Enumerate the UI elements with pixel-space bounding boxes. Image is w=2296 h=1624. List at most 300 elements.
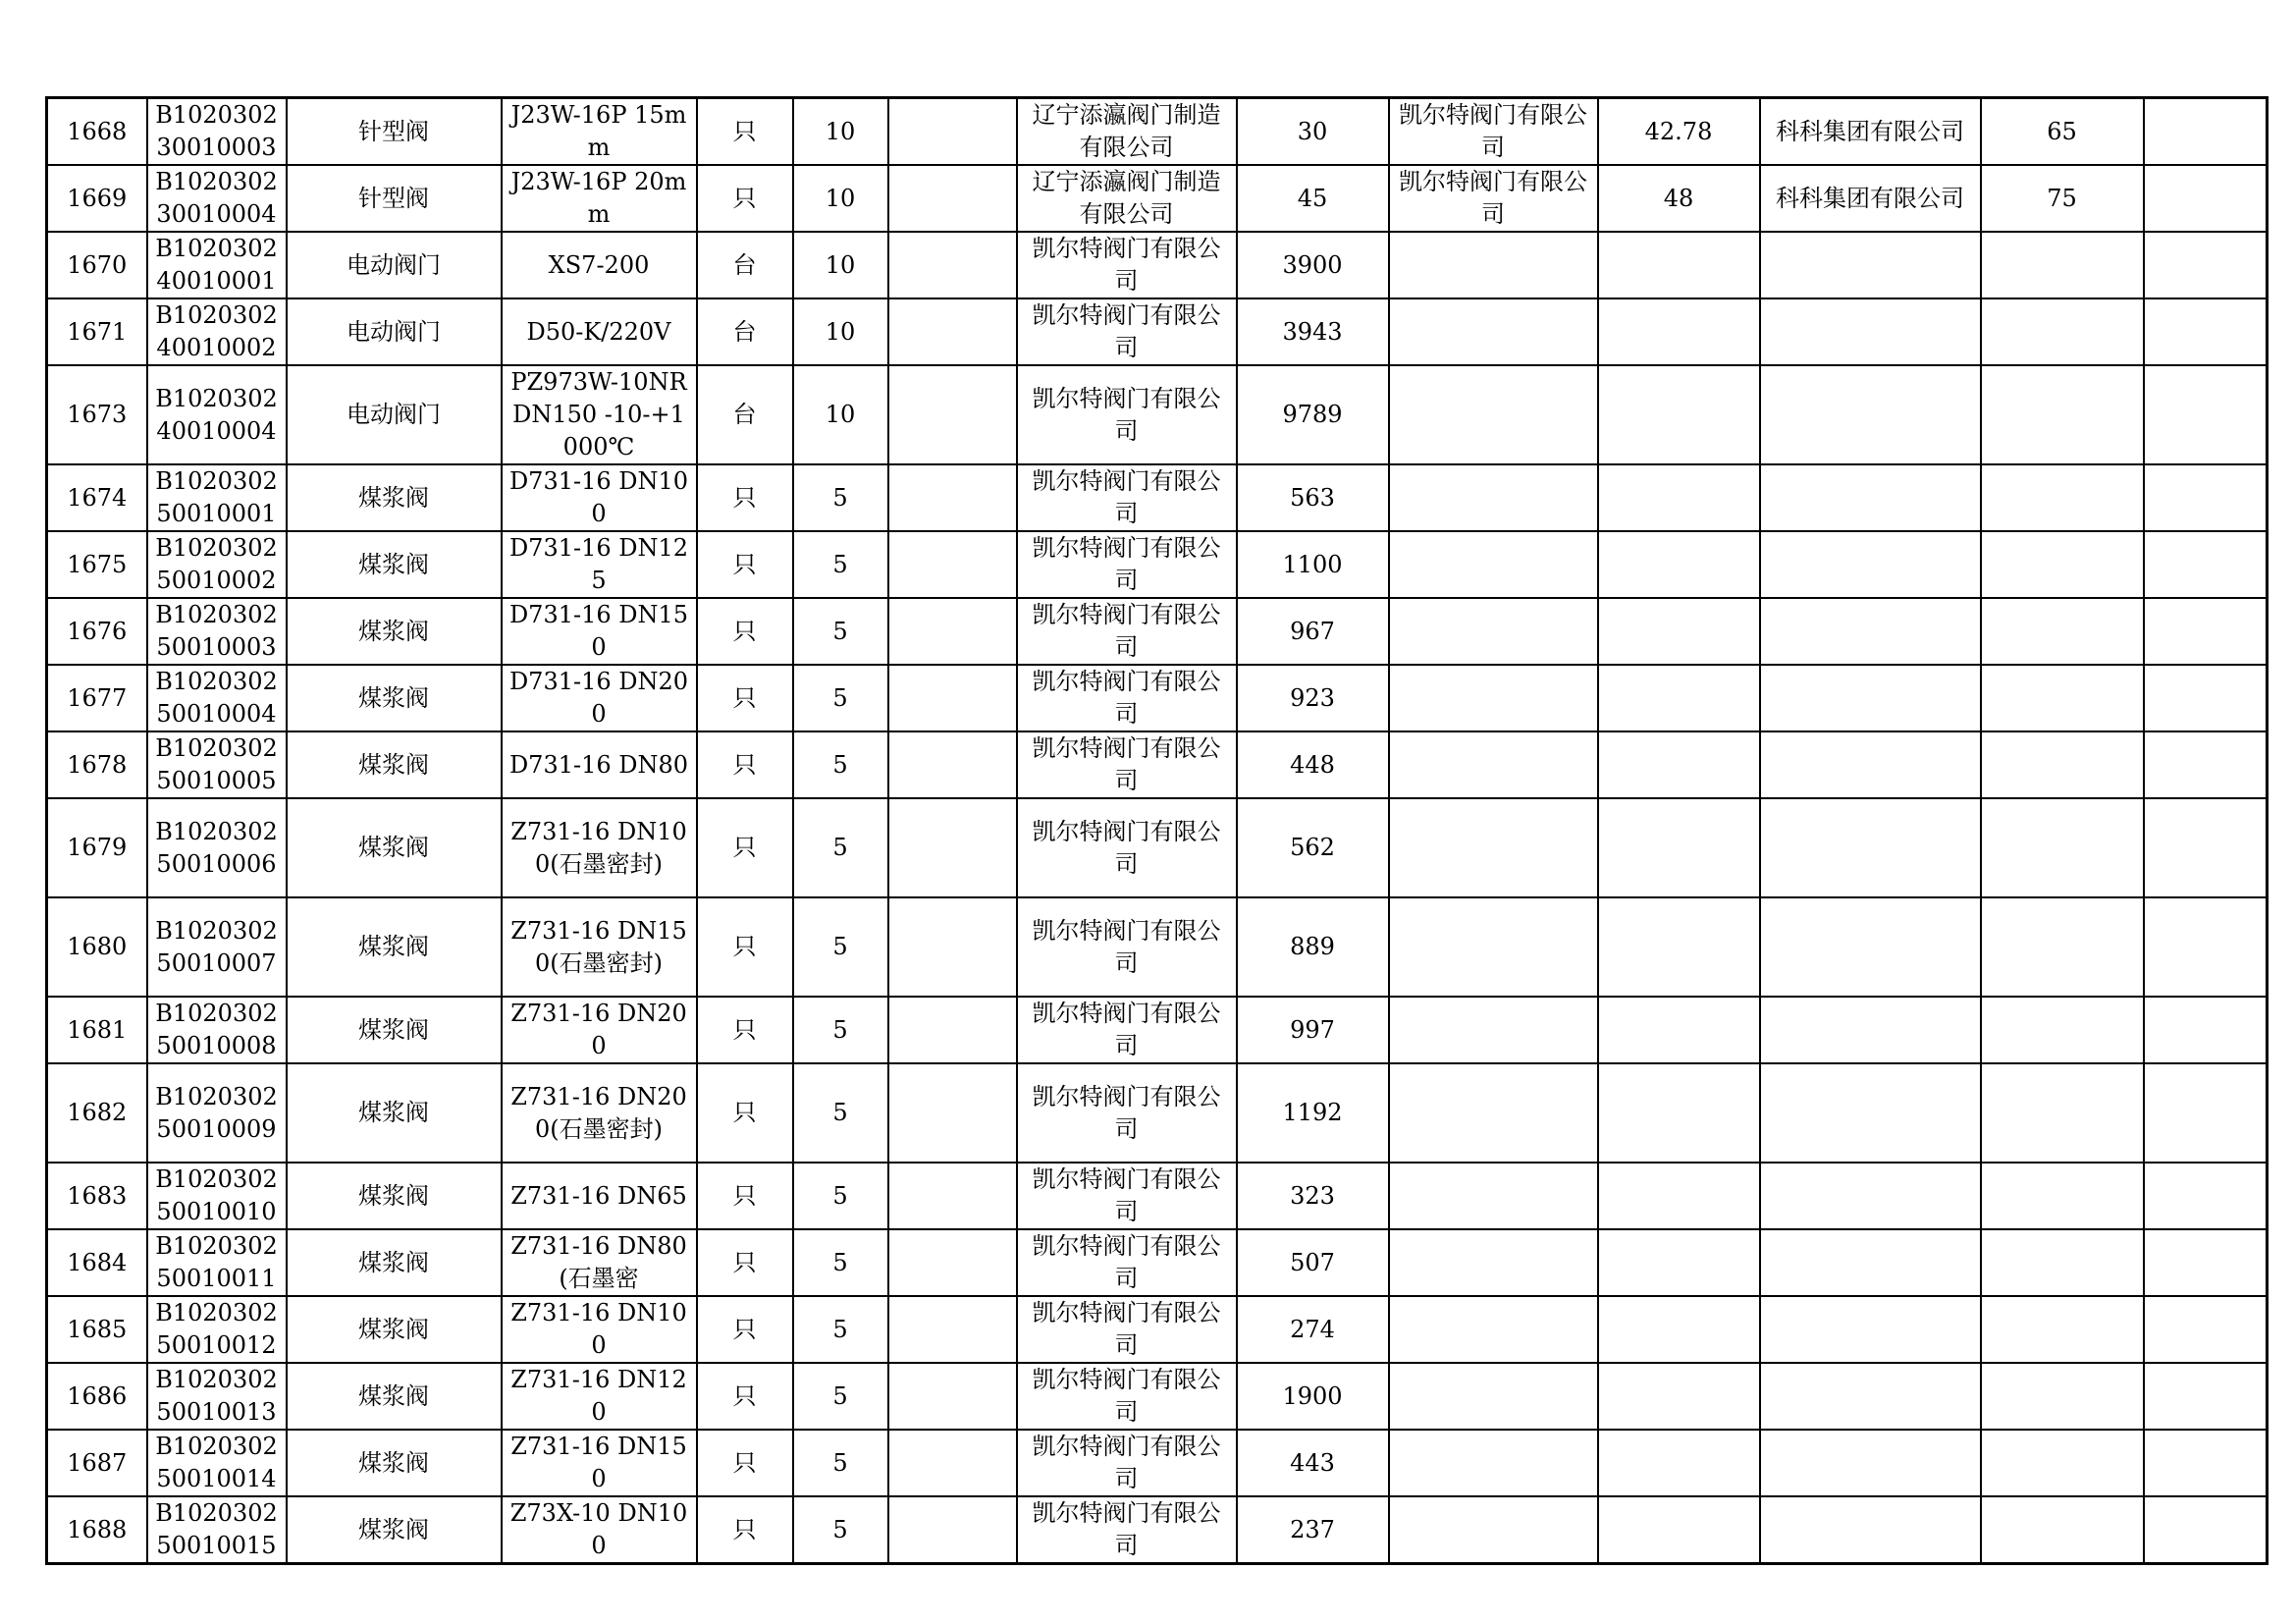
price-1: 1100 [1237, 531, 1389, 598]
supplier-1: 凯尔特阀门有限公司 [1017, 997, 1237, 1063]
blank-cell [888, 98, 1017, 166]
supplier-1: 凯尔特阀门有限公司 [1017, 1363, 1237, 1430]
unit: 只 [697, 165, 793, 232]
quantity: 5 [793, 531, 888, 598]
price-2 [1598, 365, 1760, 464]
quotation-table [45, 96, 2269, 1565]
quantity: 5 [793, 665, 888, 731]
unit: 只 [697, 665, 793, 731]
unit: 只 [697, 897, 793, 997]
price-1: 9789 [1237, 365, 1389, 464]
supplier-3 [1760, 1430, 1981, 1496]
quantity: 5 [793, 1296, 888, 1363]
supplier-1: 凯尔特阀门有限公司 [1017, 665, 1237, 731]
supplier-2: 凯尔特阀门有限公司 [1389, 165, 1598, 232]
price-3 [1981, 665, 2144, 731]
supplier-2 [1389, 731, 1598, 798]
supplier-1: 辽宁添瀛阀门制造有限公司 [1017, 165, 1237, 232]
table-row [47, 731, 2268, 798]
price-3 [1981, 1163, 2144, 1229]
blank-cell [888, 298, 1017, 365]
row-number: 1671 [47, 298, 147, 365]
row-number: 1668 [47, 98, 147, 166]
row-number: 1685 [47, 1296, 147, 1363]
extra-cell [2144, 731, 2268, 798]
extra-cell [2144, 798, 2268, 897]
material-code: B102030250010005 [147, 731, 287, 798]
extra-cell [2144, 598, 2268, 665]
extra-cell [2144, 1063, 2268, 1163]
supplier-3: 科科集团有限公司 [1760, 98, 1981, 166]
price-1: 3943 [1237, 298, 1389, 365]
blank-cell [888, 1430, 1017, 1496]
material-name: 煤浆阀 [287, 1296, 502, 1363]
supplier-2 [1389, 798, 1598, 897]
supplier-3: 科科集团有限公司 [1760, 165, 1981, 232]
price-3 [1981, 1296, 2144, 1363]
quantity: 10 [793, 232, 888, 298]
supplier-3 [1760, 1363, 1981, 1430]
row-number: 1687 [47, 1430, 147, 1496]
row-number: 1681 [47, 997, 147, 1063]
supplier-1: 凯尔特阀门有限公司 [1017, 798, 1237, 897]
price-2 [1598, 531, 1760, 598]
unit: 台 [697, 298, 793, 365]
supplier-1: 凯尔特阀门有限公司 [1017, 298, 1237, 365]
row-number: 1673 [47, 365, 147, 464]
material-code: B102030250010014 [147, 1430, 287, 1496]
extra-cell [2144, 298, 2268, 365]
material-code: B102030250010013 [147, 1363, 287, 1430]
supplier-1: 凯尔特阀门有限公司 [1017, 731, 1237, 798]
material-code: B102030250010009 [147, 1063, 287, 1163]
material-name: 煤浆阀 [287, 464, 502, 531]
price-1: 997 [1237, 997, 1389, 1063]
blank-cell [888, 165, 1017, 232]
price-2 [1598, 1430, 1760, 1496]
material-name: 电动阀门 [287, 298, 502, 365]
price-1: 323 [1237, 1163, 1389, 1229]
supplier-2 [1389, 298, 1598, 365]
price-2 [1598, 1229, 1760, 1296]
supplier-3 [1760, 1163, 1981, 1229]
blank-cell [888, 464, 1017, 531]
material-name: 煤浆阀 [287, 731, 502, 798]
table-row [47, 665, 2268, 731]
material-name: 煤浆阀 [287, 1496, 502, 1564]
unit: 只 [697, 1229, 793, 1296]
unit: 只 [697, 798, 793, 897]
price-3 [1981, 731, 2144, 798]
material-name: 煤浆阀 [287, 531, 502, 598]
price-2 [1598, 232, 1760, 298]
material-name: 煤浆阀 [287, 1229, 502, 1296]
price-1: 889 [1237, 897, 1389, 997]
row-number: 1676 [47, 598, 147, 665]
supplier-2 [1389, 665, 1598, 731]
quantity: 5 [793, 798, 888, 897]
material-name: 煤浆阀 [287, 1430, 502, 1496]
price-1: 30 [1237, 98, 1389, 166]
specification: D731-16 DN80 [502, 731, 697, 798]
supplier-2 [1389, 1296, 1598, 1363]
material-code: B102030240010002 [147, 298, 287, 365]
material-code: B102030250010002 [147, 531, 287, 598]
material-code: B102030250010007 [147, 897, 287, 997]
price-3 [1981, 1430, 2144, 1496]
blank-cell [888, 598, 1017, 665]
material-name: 煤浆阀 [287, 1163, 502, 1229]
quantity: 5 [793, 1163, 888, 1229]
price-3 [1981, 365, 2144, 464]
quantity: 5 [793, 464, 888, 531]
supplier-3 [1760, 464, 1981, 531]
supplier-2 [1389, 1063, 1598, 1163]
row-number: 1675 [47, 531, 147, 598]
unit: 只 [697, 997, 793, 1063]
blank-cell [888, 531, 1017, 598]
specification: Z731-16 DN150 [502, 1430, 697, 1496]
supplier-2 [1389, 897, 1598, 997]
supplier-3 [1760, 1229, 1981, 1296]
price-2 [1598, 1296, 1760, 1363]
row-number: 1684 [47, 1229, 147, 1296]
row-number: 1677 [47, 665, 147, 731]
material-name: 煤浆阀 [287, 897, 502, 997]
supplier-2 [1389, 464, 1598, 531]
blank-cell [888, 731, 1017, 798]
price-2 [1598, 598, 1760, 665]
unit: 只 [697, 464, 793, 531]
supplier-1: 凯尔特阀门有限公司 [1017, 1063, 1237, 1163]
supplier-2 [1389, 531, 1598, 598]
specification: J23W-16P 15mm [502, 98, 697, 166]
supplier-3 [1760, 1296, 1981, 1363]
material-code: B102030250010006 [147, 798, 287, 897]
supplier-2 [1389, 1430, 1598, 1496]
price-2 [1598, 997, 1760, 1063]
material-name: 电动阀门 [287, 232, 502, 298]
row-number: 1678 [47, 731, 147, 798]
row-number: 1688 [47, 1496, 147, 1564]
quantity: 5 [793, 1363, 888, 1430]
extra-cell [2144, 997, 2268, 1063]
price-1: 274 [1237, 1296, 1389, 1363]
price-3 [1981, 897, 2144, 997]
table-row [47, 298, 2268, 365]
supplier-2 [1389, 365, 1598, 464]
supplier-3 [1760, 897, 1981, 997]
table-row [47, 1229, 2268, 1296]
specification: Z731-16 DN150(石墨密封) [502, 897, 697, 997]
table-row [47, 598, 2268, 665]
unit: 只 [697, 1163, 793, 1229]
price-3 [1981, 1496, 2144, 1564]
supplier-1: 凯尔特阀门有限公司 [1017, 1229, 1237, 1296]
supplier-1: 凯尔特阀门有限公司 [1017, 1496, 1237, 1564]
quantity: 5 [793, 1063, 888, 1163]
price-2: 48 [1598, 165, 1760, 232]
supplier-1: 凯尔特阀门有限公司 [1017, 1296, 1237, 1363]
supplier-1: 凯尔特阀门有限公司 [1017, 531, 1237, 598]
unit: 只 [697, 1063, 793, 1163]
material-code: B102030250010003 [147, 598, 287, 665]
unit: 台 [697, 232, 793, 298]
material-code: B102030250010011 [147, 1229, 287, 1296]
unit: 只 [697, 598, 793, 665]
quantity: 5 [793, 1496, 888, 1564]
material-name: 煤浆阀 [287, 798, 502, 897]
quantity: 5 [793, 997, 888, 1063]
unit: 台 [697, 365, 793, 464]
supplier-3 [1760, 731, 1981, 798]
supplier-3 [1760, 598, 1981, 665]
extra-cell [2144, 665, 2268, 731]
blank-cell [888, 1163, 1017, 1229]
price-3 [1981, 598, 2144, 665]
specification: Z731-16 DN100 [502, 1296, 697, 1363]
unit: 只 [697, 1296, 793, 1363]
price-2: 42.78 [1598, 98, 1760, 166]
table-row [47, 1163, 2268, 1229]
extra-cell [2144, 98, 2268, 166]
specification: PZ973W-10NR DN150 -10-+1000℃ [502, 365, 697, 464]
extra-cell [2144, 1163, 2268, 1229]
supplier-2 [1389, 1363, 1598, 1430]
row-number: 1680 [47, 897, 147, 997]
unit: 只 [697, 1496, 793, 1564]
supplier-2 [1389, 997, 1598, 1063]
row-number: 1683 [47, 1163, 147, 1229]
extra-cell [2144, 1363, 2268, 1430]
supplier-2 [1389, 232, 1598, 298]
material-name: 煤浆阀 [287, 665, 502, 731]
extra-cell [2144, 232, 2268, 298]
table-row [47, 1363, 2268, 1430]
extra-cell [2144, 1296, 2268, 1363]
extra-cell [2144, 1430, 2268, 1496]
supplier-2 [1389, 1163, 1598, 1229]
material-code: B102030240010004 [147, 365, 287, 464]
price-3 [1981, 464, 2144, 531]
supplier-3 [1760, 997, 1981, 1063]
supplier-1: 辽宁添瀛阀门制造有限公司 [1017, 98, 1237, 166]
material-code: B102030230010003 [147, 98, 287, 166]
price-1: 45 [1237, 165, 1389, 232]
quantity: 10 [793, 165, 888, 232]
price-1: 448 [1237, 731, 1389, 798]
blank-cell [888, 1363, 1017, 1430]
price-2 [1598, 665, 1760, 731]
extra-cell [2144, 1229, 2268, 1296]
material-code: B102030250010004 [147, 665, 287, 731]
specification: D731-16 DN100 [502, 464, 697, 531]
unit: 只 [697, 531, 793, 598]
quantity: 5 [793, 897, 888, 997]
price-3 [1981, 1229, 2144, 1296]
blank-cell [888, 897, 1017, 997]
material-code: B102030250010015 [147, 1496, 287, 1564]
row-number: 1686 [47, 1363, 147, 1430]
blank-cell [888, 1063, 1017, 1163]
price-2 [1598, 1163, 1760, 1229]
supplier-3 [1760, 665, 1981, 731]
table-row [47, 1430, 2268, 1496]
price-2 [1598, 897, 1760, 997]
price-1: 237 [1237, 1496, 1389, 1564]
supplier-3 [1760, 365, 1981, 464]
price-3 [1981, 1063, 2144, 1163]
extra-cell [2144, 464, 2268, 531]
material-code: B102030250010012 [147, 1296, 287, 1363]
blank-cell [888, 798, 1017, 897]
price-1: 923 [1237, 665, 1389, 731]
supplier-3 [1760, 798, 1981, 897]
blank-cell [888, 1229, 1017, 1296]
price-2 [1598, 731, 1760, 798]
supplier-2 [1389, 1496, 1598, 1564]
table-row [47, 897, 2268, 997]
material-name: 煤浆阀 [287, 598, 502, 665]
specification: J23W-16P 20mm [502, 165, 697, 232]
table-row [47, 1496, 2268, 1564]
quantity: 5 [793, 731, 888, 798]
row-number: 1674 [47, 464, 147, 531]
specification: D731-16 DN125 [502, 531, 697, 598]
price-2 [1598, 1496, 1760, 1564]
price-3 [1981, 531, 2144, 598]
unit: 只 [697, 731, 793, 798]
quantity: 10 [793, 98, 888, 166]
material-code: B102030230010004 [147, 165, 287, 232]
specification: XS7-200 [502, 232, 697, 298]
extra-cell [2144, 897, 2268, 997]
row-number: 1669 [47, 165, 147, 232]
table-row [47, 365, 2268, 464]
material-code: B102030240010001 [147, 232, 287, 298]
price-3 [1981, 1363, 2144, 1430]
price-1: 563 [1237, 464, 1389, 531]
table-row [47, 798, 2268, 897]
blank-cell [888, 232, 1017, 298]
row-number: 1679 [47, 798, 147, 897]
row-number: 1682 [47, 1063, 147, 1163]
material-name: 煤浆阀 [287, 997, 502, 1063]
supplier-3 [1760, 1496, 1981, 1564]
quantity: 5 [793, 598, 888, 665]
supplier-3 [1760, 298, 1981, 365]
supplier-2: 凯尔特阀门有限公司 [1389, 98, 1598, 166]
price-2 [1598, 798, 1760, 897]
price-1: 562 [1237, 798, 1389, 897]
price-3 [1981, 997, 2144, 1063]
supplier-3 [1760, 1063, 1981, 1163]
price-3: 65 [1981, 98, 2144, 166]
supplier-2 [1389, 598, 1598, 665]
material-code: B102030250010010 [147, 1163, 287, 1229]
specification: Z731-16 DN200(石墨密封) [502, 1063, 697, 1163]
extra-cell [2144, 531, 2268, 598]
price-2 [1598, 1063, 1760, 1163]
blank-cell [888, 1296, 1017, 1363]
specification: Z73X-10 DN100 [502, 1496, 697, 1564]
quantity: 5 [793, 1229, 888, 1296]
price-1: 1192 [1237, 1063, 1389, 1163]
supplier-3 [1760, 232, 1981, 298]
blank-cell [888, 1496, 1017, 1564]
price-1: 967 [1237, 598, 1389, 665]
supplier-1: 凯尔特阀门有限公司 [1017, 365, 1237, 464]
price-3 [1981, 798, 2144, 897]
supplier-2 [1389, 1229, 1598, 1296]
table-row [47, 1063, 2268, 1163]
row-number: 1670 [47, 232, 147, 298]
supplier-3 [1760, 531, 1981, 598]
material-code: B102030250010001 [147, 464, 287, 531]
price-1: 3900 [1237, 232, 1389, 298]
supplier-1: 凯尔特阀门有限公司 [1017, 1430, 1237, 1496]
supplier-1: 凯尔特阀门有限公司 [1017, 464, 1237, 531]
price-2 [1598, 298, 1760, 365]
price-1: 507 [1237, 1229, 1389, 1296]
extra-cell [2144, 1496, 2268, 1564]
table-row [47, 997, 2268, 1063]
specification: Z731-16 DN200 [502, 997, 697, 1063]
price-2 [1598, 1363, 1760, 1430]
material-name: 针型阀 [287, 165, 502, 232]
specification: Z731-16 DN120 [502, 1363, 697, 1430]
specification: Z731-16 DN65 [502, 1163, 697, 1229]
supplier-1: 凯尔特阀门有限公司 [1017, 1163, 1237, 1229]
table-row [47, 165, 2268, 232]
extra-cell [2144, 165, 2268, 232]
material-code: B102030250010008 [147, 997, 287, 1063]
specification: D731-16 DN150 [502, 598, 697, 665]
table-row [47, 98, 2268, 166]
quantity: 5 [793, 1430, 888, 1496]
material-name: 煤浆阀 [287, 1063, 502, 1163]
quantity: 10 [793, 298, 888, 365]
specification: Z731-16 DN80(石墨密 [502, 1229, 697, 1296]
supplier-1: 凯尔特阀门有限公司 [1017, 897, 1237, 997]
specification: Z731-16 DN100(石墨密封) [502, 798, 697, 897]
extra-cell [2144, 365, 2268, 464]
specification: D731-16 DN200 [502, 665, 697, 731]
table-row [47, 232, 2268, 298]
table-row [47, 531, 2268, 598]
price-3: 75 [1981, 165, 2144, 232]
specification: D50-K/220V [502, 298, 697, 365]
price-1: 1900 [1237, 1363, 1389, 1430]
price-2 [1598, 464, 1760, 531]
price-3 [1981, 298, 2144, 365]
material-name: 针型阀 [287, 98, 502, 166]
unit: 只 [697, 1430, 793, 1496]
table-row [47, 464, 2268, 531]
material-name: 煤浆阀 [287, 1363, 502, 1430]
blank-cell [888, 365, 1017, 464]
unit: 只 [697, 98, 793, 166]
price-3 [1981, 232, 2144, 298]
price-1: 443 [1237, 1430, 1389, 1496]
table-row [47, 1296, 2268, 1363]
quantity: 10 [793, 365, 888, 464]
blank-cell [888, 997, 1017, 1063]
unit: 只 [697, 1363, 793, 1430]
blank-cell [888, 665, 1017, 731]
material-name: 电动阀门 [287, 365, 502, 464]
supplier-1: 凯尔特阀门有限公司 [1017, 598, 1237, 665]
